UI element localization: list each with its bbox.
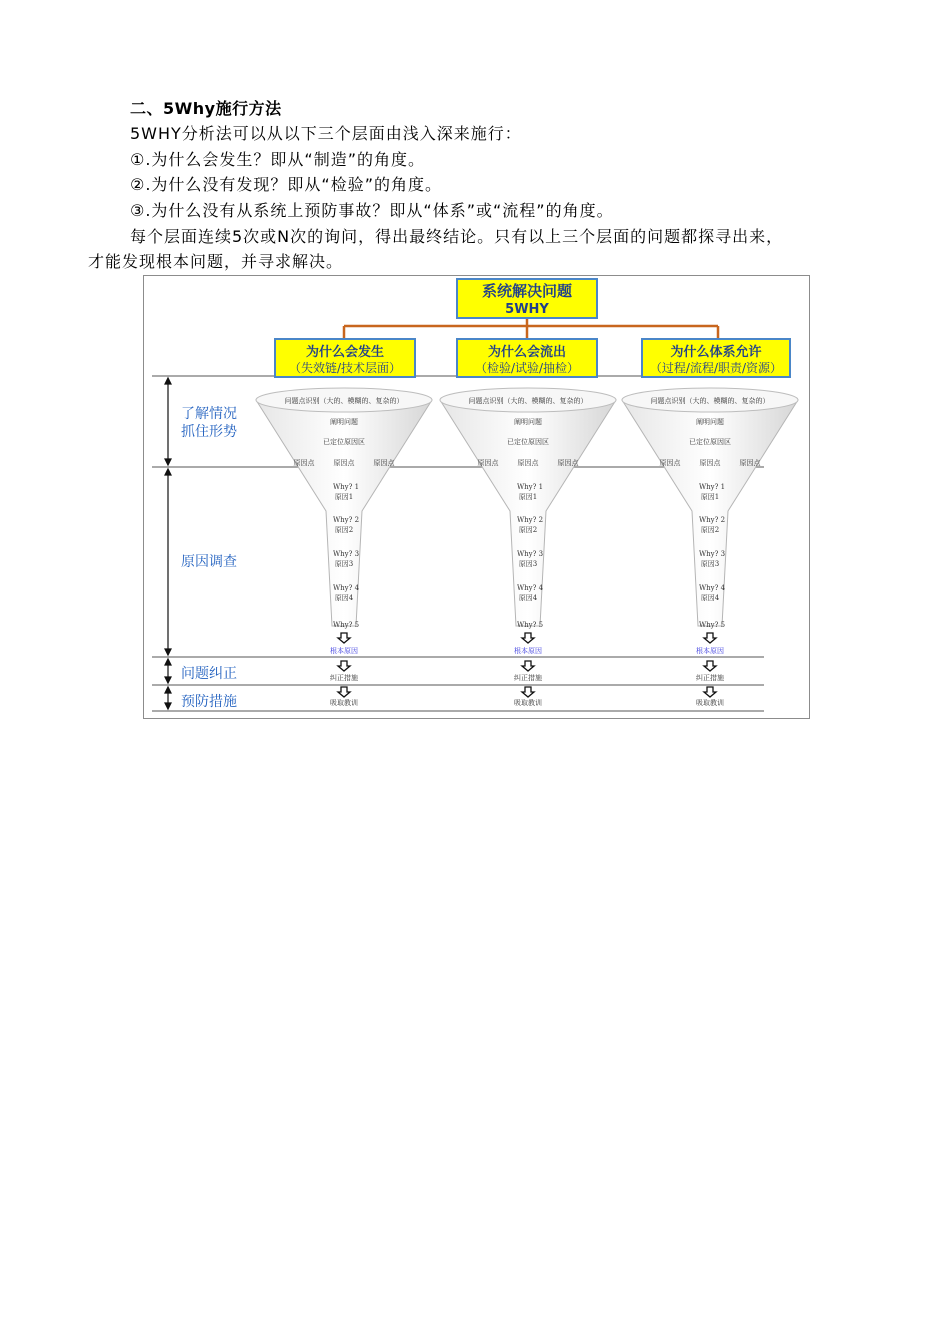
conclusion-line-2: 才能发现根本问题，并寻求解决。 — [88, 252, 344, 271]
top-box-title: 系统解决问题 — [481, 282, 573, 300]
cause-point-2-3: 原因点 — [557, 459, 579, 467]
down-arrow-icon — [704, 633, 716, 643]
why-answer-2-3: 原因3 — [518, 560, 538, 568]
why-question-2-5: Why? 5 — [516, 621, 544, 629]
stage-label-4: 问题纠正 — [181, 666, 237, 682]
cause-point-2-1: 原因点 — [477, 459, 499, 467]
why-question-3-5: Why? 5 — [698, 621, 726, 629]
root-cause-label-3: 根本原因 — [696, 647, 724, 655]
why-question-1-5: Why? 5 — [332, 621, 360, 629]
down-arrow-icon — [704, 661, 716, 671]
why-answer-3-2: 原因2 — [700, 526, 720, 534]
branch-2-subtitle: （检验/试验/抽检） — [474, 361, 580, 375]
why-question-3-2: Why? 2 — [698, 516, 726, 524]
why-answer-1-4: 原因4 — [334, 594, 354, 602]
cause-point-1-1: 原因点 — [293, 459, 315, 467]
down-arrow-icon — [338, 661, 350, 671]
down-arrow-icon — [522, 661, 534, 671]
branch-1-title: 为什么会发生 — [305, 345, 385, 360]
why-question-2-3: Why? 3 — [516, 550, 544, 558]
locate-label-1: 已定位原因区 — [323, 438, 365, 446]
list-item-2: ②.为什么没有发现？即从“检验”的角度。 — [130, 175, 443, 194]
why-answer-1-1: 原因1 — [334, 493, 354, 501]
cause-point-2-2: 原因点 — [517, 459, 539, 467]
why-answer-2-2: 原因2 — [518, 526, 538, 534]
conclusion-line-1: 每个层面连续5次或N次的询问，得出最终结论。只有以上三个层面的问题都探寻出来， — [130, 227, 784, 246]
why-answer-2-4: 原因4 — [518, 594, 538, 602]
why-question-3-1: Why? 1 — [698, 483, 726, 491]
stage-label-3: 原因调查 — [181, 554, 237, 570]
root-cause-label-2: 根本原因 — [514, 647, 542, 655]
why-answer-2-1: 原因1 — [518, 493, 538, 501]
stage-label-2: 抓住形势 — [181, 424, 237, 440]
why-question-3-4: Why? 4 — [698, 584, 726, 592]
why-question-2-4: Why? 4 — [516, 584, 544, 592]
correct-label-2: 纠正措施 — [514, 674, 542, 682]
correct-label-1: 纠正措施 — [330, 674, 358, 682]
why-question-1-2: Why? 2 — [332, 516, 360, 524]
identify-label-2: 问题点识别（大的、模糊的、复杂的） — [468, 397, 588, 405]
why-question-1-4: Why? 4 — [332, 584, 360, 592]
lesson-label-3: 吸取教训 — [696, 699, 724, 707]
cause-point-3-3: 原因点 — [739, 459, 761, 467]
cause-point-1-2: 原因点 — [333, 459, 355, 467]
stage-label-5: 预防措施 — [181, 694, 237, 710]
cause-point-3-1: 原因点 — [659, 459, 681, 467]
identify-label-3: 问题点识别（大的、模糊的、复杂的） — [650, 397, 770, 405]
correct-label-3: 纠正措施 — [696, 674, 724, 682]
five-why-diagram — [143, 275, 810, 719]
top-box-subtitle: 5WHY — [505, 302, 549, 317]
lesson-label-1: 吸取教训 — [330, 699, 358, 707]
locate-label-3: 已定位原因区 — [689, 438, 731, 446]
branch-3-subtitle: （过程/流程/职责/资源） — [649, 361, 783, 375]
why-question-2-2: Why? 2 — [516, 516, 544, 524]
why-answer-1-2: 原因2 — [334, 526, 354, 534]
clarify-label-1: 阐明问题 — [330, 418, 358, 426]
why-answer-3-1: 原因1 — [700, 493, 720, 501]
branch-3-title: 为什么体系允许 — [670, 345, 762, 360]
why-question-1-3: Why? 3 — [332, 550, 360, 558]
list-item-3: ③.为什么没有从系统上预防事故？即从“体系”或“流程”的角度。 — [130, 201, 614, 220]
cause-point-1-3: 原因点 — [373, 459, 395, 467]
clarify-label-2: 阐明问题 — [514, 418, 542, 426]
stage-label-1: 了解情况 — [181, 406, 237, 422]
down-arrow-icon — [338, 633, 350, 643]
identify-label-1: 问题点识别（大的、模糊的、复杂的） — [284, 397, 404, 405]
root-cause-label-1: 根本原因 — [330, 647, 358, 655]
locate-label-2: 已定位原因区 — [507, 438, 549, 446]
branch-1-subtitle: （失效链/技术层面） — [288, 361, 402, 375]
down-arrow-icon — [338, 687, 350, 697]
lesson-label-2: 吸取教训 — [514, 699, 542, 707]
why-answer-3-3: 原因3 — [700, 560, 720, 568]
down-arrow-icon — [522, 687, 534, 697]
five-why-svg — [144, 276, 809, 718]
why-question-1-1: Why? 1 — [332, 483, 360, 491]
branch-2-title: 为什么会流出 — [487, 345, 567, 360]
why-answer-1-3: 原因3 — [334, 560, 354, 568]
why-question-2-1: Why? 1 — [516, 483, 544, 491]
down-arrow-icon — [522, 633, 534, 643]
list-item-1: ①.为什么会发生？即从“制造”的角度。 — [130, 150, 426, 169]
down-arrow-icon — [704, 687, 716, 697]
cause-point-3-2: 原因点 — [699, 459, 721, 467]
why-question-3-3: Why? 3 — [698, 550, 726, 558]
why-answer-3-4: 原因4 — [700, 594, 720, 602]
intro-text: 5WHY分析法可以从以下三个层面由浅入深来施行： — [130, 124, 522, 143]
section-title: 二、5Why施行方法 — [130, 99, 282, 118]
clarify-label-3: 阐明问题 — [696, 418, 724, 426]
